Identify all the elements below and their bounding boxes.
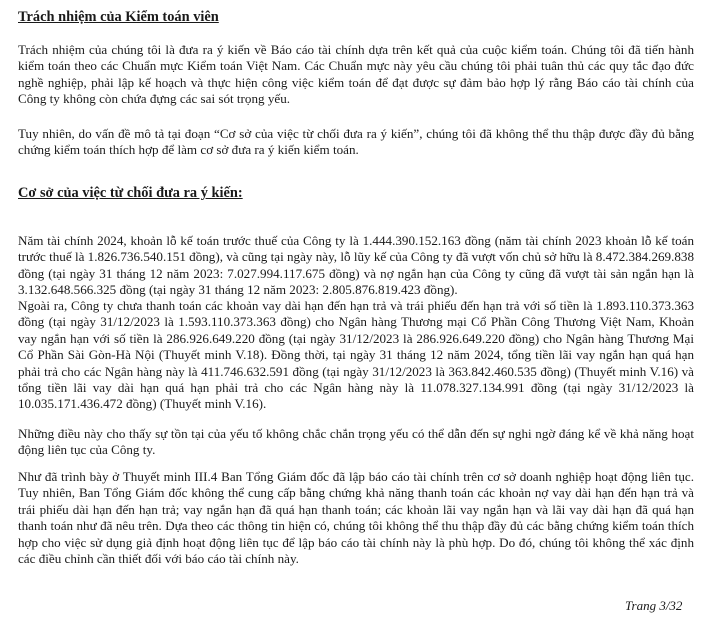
- section-heading-auditor-responsibility: Trách nhiệm của Kiểm toán viên: [18, 9, 219, 25]
- paragraph-losses-2024: Năm tài chính 2024, khoản lỗ kế toán trước thuế của Công ty là 1.444.390.152.163 đồng (năm tài chính 2023 khoản lỗ kế toán trước thuế là 1.826.736.540.151 đồng), và cũng tại ngày này, lỗ lũy kế của Công ty đã vượt vốn chủ sở hữu là 8.472.384.269.838 đồng (tại ngày 31 tháng 12 năm 2023: 7.027.994.117.675 đồng) và nợ ngắn hạn của Công ty cũng đã vượt tài sản ngắn hạn là 3.132.648.566.325 đồng (tại ngày 31 tháng 12 năm 2023: 2.805.876.819.423 đồng).: [18, 233, 694, 298]
- paragraph-material-uncertainty: Những điều này cho thấy sự tồn tại của yếu tố không chắc chắn trọng yếu có thể dẫn đến sự nghi ngờ đáng kể về khả năng hoạt động liên tục của Công ty.: [18, 426, 694, 458]
- page-number: Trang 3/32: [625, 598, 683, 613]
- paragraph-going-concern: Như đã trình bày ở Thuyết minh III.4 Ban Tổng Giám đốc đã lập báo cáo tài chính trên cơ sở doanh nghiệp hoạt động liên tục. Tuy nhiên, Ban Tổng Giám đốc không thể cung cấp bằng chứng khả năng thanh toán các khoản nợ vay dài hạn đến hạn trả và trái phiếu dài hạn đến hạn trả; vay ngắn hạn đã quá hạn thanh toán; các khoản lãi vay ngắn hạn và lãi vay dài hạn đã quá hạn thanh toán như đã nêu trên. Dựa theo các thông tin hiện có, chúng tôi không thể thu thập đầy đủ các bằng chứng kiểm toán thích hợp cho việc sử dụng giả định hoạt động liên tục để lập báo cáo tài chính này là phù hợp. Do đó, chúng tôi không thể xác định các điều chỉnh cần thiết đối với báo cáo tài chính này.: [18, 469, 694, 567]
- paragraph-inability-to-obtain-evidence: Tuy nhiên, do vấn đề mô tả tại đoạn “Cơ sở của việc từ chối đưa ra ý kiến”, chúng tôi đã không thể thu thập được đầy đủ bằng chứng kiểm toán thích hợp để làm cơ sở đưa ra ý kiến kiểm toán.: [18, 126, 694, 158]
- paragraph-unpaid-loans: Ngoài ra, Công ty chưa thanh toán các khoản vay dài hạn đến hạn trả và trái phiếu đến hạn trả với số tiền là 1.893.110.373.363 đồng (tại ngày 31/12/2023 là 1.593.110.373.363 đồng) cho Ngân hàng Thương mại Cổ Phần Công Thương Việt Nam, Khoản vay ngắn hạn với số tiền là 286.926.649.220 đồng (tại ngày 31/12/2023 là 286.926.649.220 đồng) cho Ngân hàng Thương Mại Cổ Phần Sài Gòn-Hà Nội (Thuyết minh V.18). Đồng thời, tại ngày 31 tháng 12 năm 2024, tổng tiền lãi vay ngắn hạn quá hạn phải trả cho các Ngân hàng này là 411.746.632.591 đồng (tại ngày 31/12/2023 là 363.842.460.535 đồng) (Thuyết minh V.16) và tổng tiền lãi vay dài hạn quá hạn phải trả cho các Ngân hàng này là 11.078.327.134.991 đồng (tại ngày 31/12/2023 là 10.035.171.436.472 đồng) (Thuyết minh V.16).: [18, 298, 694, 412]
- section-heading-basis-for-disclaimer: Cơ sở của việc từ chối đưa ra ý kiến:: [18, 185, 243, 201]
- paragraph-auditor-responsibility: Trách nhiệm của chúng tôi là đưa ra ý kiến về Báo cáo tài chính dựa trên kết quả của cuộc kiểm toán. Chúng tôi đã tiến hành kiểm toán theo các Chuẩn mực Kiểm toán Việt Nam. Các Chuẩn mực này yêu cầu chúng tôi phải tuân thủ các quy tắc đạo đức nghề nghiệp, phải lập kế hoạch và thực hiện công việc kiểm toán để đạt được sự đảm bảo hợp lý rằng Báo cáo tài chính của Công ty không còn chứa đựng các sai sót trọng yếu.: [18, 42, 694, 107]
